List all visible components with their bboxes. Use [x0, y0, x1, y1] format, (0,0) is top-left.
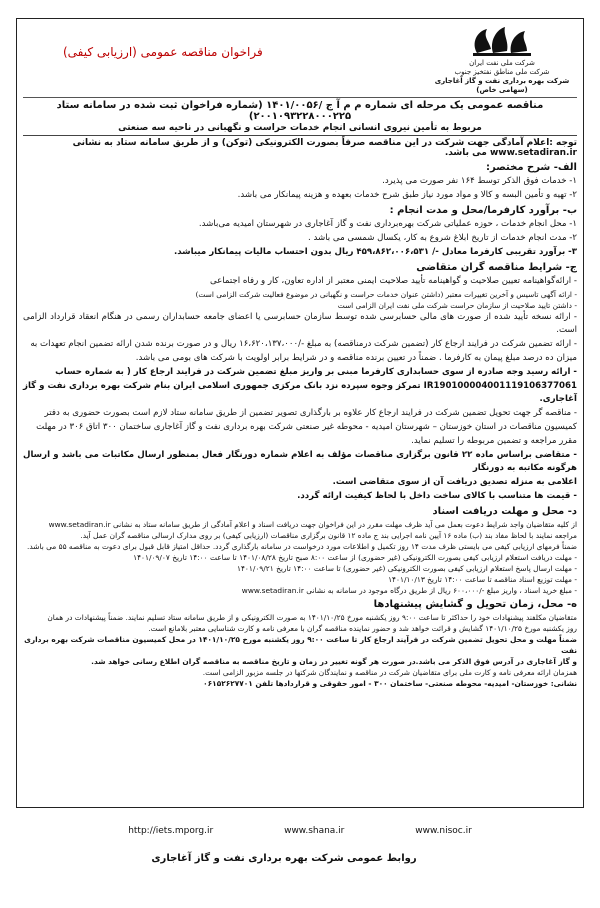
section-b-item: ۱- محل انجام خدمات ، حوزه عملیاتی شرکت بهره‌برداری نفت و گاز آغاجاری در شهرستان امیدیه می‌باشد.: [198, 219, 577, 229]
section-d-title: د- محل و مهلت دریافت اسناد: [432, 506, 577, 517]
section-d-item: - مهلت توزیع اسناد مناقصه تا ساعت ۱۴:۰۰ تاریخ ۱۴۰۱/۱۰/۱۳: [388, 575, 577, 584]
section-c-bold-item: - ارائه رسید وجه صادره از سوی حسابداری کارفرما مبنی بر واریز مبلغ تضمین شرکت در فرایند ارجاع کار ( به شماره حساب: [55, 367, 577, 377]
tender-headline: مناقصه عمومی یک مرحله ای شماره م م آ ج /۱۴۰۱/۰۰۵۶ (شماره فراخوان ثبت شده در سامانه ستاد ۲۰۰۱۰۹۳۲۲۸۰۰۰۲۲۵): [56, 100, 544, 122]
section-b-item: ۲- مدت انجام خدمات از تاریخ ابلاغ شروع به کار، یکسال شمسی می باشد .: [308, 233, 577, 243]
section-c-item: میزان ده درصد مبلغ پیمان به کارفرما . ضمناً در تعیین برنده مناقصه و در شرایط برابر اولویت با شرکت های بومی می باشد.: [135, 353, 577, 363]
tender-subject: مربوط به تأمین نیروی انسانی انجام خدمات حراست و نگهبانی در ناحیه سه صنعتی: [118, 123, 482, 133]
company-name: شرکت ملی نفت ایران: [469, 59, 535, 67]
section-c-item: - ارائه‌گواهینامه تعیین صلاحیت و گواهینامه تأیید صلاحیت ایمنی معتبر از اداره تعاون، کار و رفاه اجتماعی: [209, 276, 577, 286]
section-c-title: ج- شرایط مناقصه گران متقاضی: [416, 262, 577, 273]
section-e-bold-item: ضمناً مهلت و محل تحویل تضمین شرکت در فرآیند ارجاع کار تا ساعت ۹:۰۰ روز یکشنبه مورخ ۱۴۰۱/۱۰/۲۵ در محل کمیسیون مناقصات شرکت بهره برداری نفت: [24, 635, 577, 655]
notice-frame: [16, 18, 584, 808]
section-c-item: مقرر مراجعه و تضمین مربوطه را تسلیم نماید.: [411, 436, 577, 446]
section-c-item: - ارائه نسخه تأیید شده از صورت های مالی حسابرسی شده توسط سازمان حسابرسی یا اعضای جامعه حسابداران رسمی در هنگام انعقاد قرارداد الزامی است.: [23, 312, 577, 335]
company-logo-block: [427, 23, 577, 95]
section-c-item: - مناقصه گر جهت تحویل تضمین شرکت در فرایند ارجاع کار علاوه بر بارگذاری تصویر تضمین از طریق سامانه ستاد لازم است بصورت حضوری به دفتر: [44, 408, 577, 418]
section-e-bold-item: و گاز آغاجاری در آدرس فوق الذکر می باشد.در صورت هر گونه تغییر در زمان و تاریخ مناقصه به مناقصه گران اطلاع رسانی خواهد شد.: [91, 657, 577, 666]
nioc-logo-icon: [467, 23, 537, 57]
section-c-item: - داشتن تایید صلاحیت از سازمان حراست شرکت ملی نفت ایران الزامی است: [337, 301, 577, 310]
header: [23, 23, 577, 95]
section-c-bold-item: - متقاضی براساس ماده ۲۲ قانون برگزاری مناقصات مؤلف به اعلام شماره دورنگار فعال بمنظور ارسال مکاتبات می باشد و ارسال هرگونه مکاتبه به دورنگار: [23, 450, 577, 473]
section-a-item: ۲- تهیه و تأمین البسه و کالا و مواد مورد نیاز طبق شرح خدمات بعهده و هزینه پیمانکار می باشد.: [237, 190, 577, 200]
section-c-item: - ارائه آگهی تاسیس و آخرین تغییرات معتبر (داشتن عنوان خدمات حراست و نگهبانی در موضوع فعالیت شرکت الزامی است): [195, 290, 577, 299]
company-sub: شرکت ملی مناطق نفتخیز جنوب: [454, 68, 550, 76]
section-c-item: کمیسیون مناقصات در استان خوزستان – شهرستان امیدیه - محوطه غیر صنعتی شرکت بهره برداری نفت و گاز آغاجاری ساختمان ۳۰۰ اتاق ۳۰۶ در مهلت: [36, 422, 577, 432]
section-e-title: ه- محل، زمان تحویل و گشایش پیشنهادها: [373, 599, 577, 610]
section-a-title: الف- شرح مختصر:: [485, 162, 577, 173]
section-d-item: - مهلت ارسال پاسخ استعلام ارزیابی کیفی بصورت الکترونیکی (غیر حضوری) تا ساعت ۱۴:۰۰ تاریخ ۱۴۰۱/۰۹/۲۱: [236, 564, 577, 573]
section-c-item: - ارائه تضمین شرکت در فرایند ارجاع کار (تضمین شرکت درمناقصه) به مبلغ -/۱۶،۶۲۰،۱۳۷،۰۰۰ ریال و در صورت برنده شدن ارائه تضمین انجام تعهدات به: [30, 339, 577, 349]
company-sub2: شرکت بهره برداری نفت و گاز آغاجاری (سهامی خاص): [434, 77, 570, 94]
section-d-item: مراجعه نمایند با لحاظ مفاد بند (ب) ماده ۱۶ آیین نامه اجرایی بند ج ماده ۱۲ قانون برگزاری مناقصات (ارزیابی کیفی) بر روی مدارک ارسالی مناقصه گران عمل آید.: [80, 531, 577, 540]
section-c-bold-item: اعلامی به منزله تصدیق دریافت آن از سوی متقاضی است.: [332, 477, 577, 487]
setad-note: توجه :اعلام آمادگی جهت شرکت در این مناقصه صرفاً بصورت الکترونیکی (توکن) و از طریق سامانه ستاد به نشانی www.setadiran.ir می باشد.: [23, 135, 577, 158]
section-b-title: ب- برآورد کارفرما/محل و مدت انجام :: [389, 205, 577, 216]
footer-public-relations: روابط عمومی شرکت بهره برداری نفت و گاز آغاجاری: [151, 853, 417, 864]
bottom-links: [0, 826, 600, 836]
section-b-item: ۳- برآورد تقریبی کارفرما معادل -/ ۴۵۹،۸۶۲،۰۰۶،۵۳۱ ریال بدون احتساب مالیات پیمانکار میباشد.: [173, 247, 577, 257]
section-d-item: - مهلت دریافت استعلام ارزیابی کیفی بصورت الکترونیکی (غیر حضوری) از ساعت ۸:۰۰ صبح تاریخ ۱۴۰۱/۰۸/۲۸ تا ساعت ۱۴:۰۰ تاریخ ۱۴۰۱/۰۹/۰۷: [133, 553, 577, 562]
section-e-item: روز یکشنبه مورخ ۱۴۰۱/۱۰/۲۵ گشایش و قرائت خواهد شد و حضور نماینده مناقصه گران با معرفی نامه و کارت شناسایی معتبر بلامانع است.: [148, 624, 577, 633]
section-e-item: متقاضیان مکلفند پیشنهادات خود را حداکثر تا ساعت ۹:۰۰ روز یکشنبه مورخ ۱۴۰۱/۱۰/۲۵ به صورت الکترونیکی و از طریق سامانه ستاد تسلیم نمایند. ضمناً پیشنهادات در همان: [47, 613, 577, 622]
link-nisoc[interactable]: www.nisoc.ir: [415, 826, 472, 836]
section-c-bold-item: IR190100004001119106377061 تمرکز وجوه سپرده نزد بانک مرکزی جمهوری اسلامی ایران بنام شرکت بهره برداری نفت و گاز آغاجاری.: [23, 381, 577, 404]
section-c-bold-item: - قیمت ها متناسب با کالای ساخت داخل با لحاظ کیفیت ارائه گردد.: [297, 491, 577, 501]
section-a-item: ۱- خدمات فوق الذکر توسط ۱۶۴ نفر صورت می پذیرد.: [382, 176, 577, 186]
section-e-item: همزمان ارائه معرفی نامه و کارت ملی برای متقاضیان شرکت در مناقصه و نمایندگان شرکتها در جلسه مزبور الزامی است.: [202, 668, 577, 677]
section-d-item: ضمناً فرمهای ارزیابی کیفی می بایستی ظرف مدت ۱۴ روز تکمیل و اطلاعات مورد درخواست در سامانه بارگذاری گردد. حداقل امتیاز قابل قبول برای دعوت به مناقصه ۵۵ می باشد.: [27, 542, 577, 551]
section-d-item: - مبلغ خرید اسناد ، واریز مبلغ -/۶۰۰،۰۰۰ ریال از طریق درگاه موجود در سامانه به نشانی www.setadiran.ir: [241, 586, 577, 595]
section-e-address: نشانی: خوزستان- امیدیه- محوطه صنعتی- ساختمان ۳۰۰ - امور حقوقی و قراردادها تلفن ۰۶۱۵۲۶۲۷۷۰۱: [203, 679, 577, 688]
link-shana[interactable]: www.shana.ir: [284, 826, 345, 836]
section-d-item: از کلیه متقاضیان واجد شرایط دعوت بعمل می آید ظرف مهلت مقرر در این فراخوان جهت دریافت اسناد و اعلام آمادگی از طریق سامانه ستاد به نشانی www.setadiran.ir: [48, 520, 577, 529]
link-iets[interactable]: http://iets.mporg.ir: [128, 826, 214, 836]
call-title: فراخوان مناقصه عمومی (ارزیابی کیفی): [63, 45, 263, 59]
